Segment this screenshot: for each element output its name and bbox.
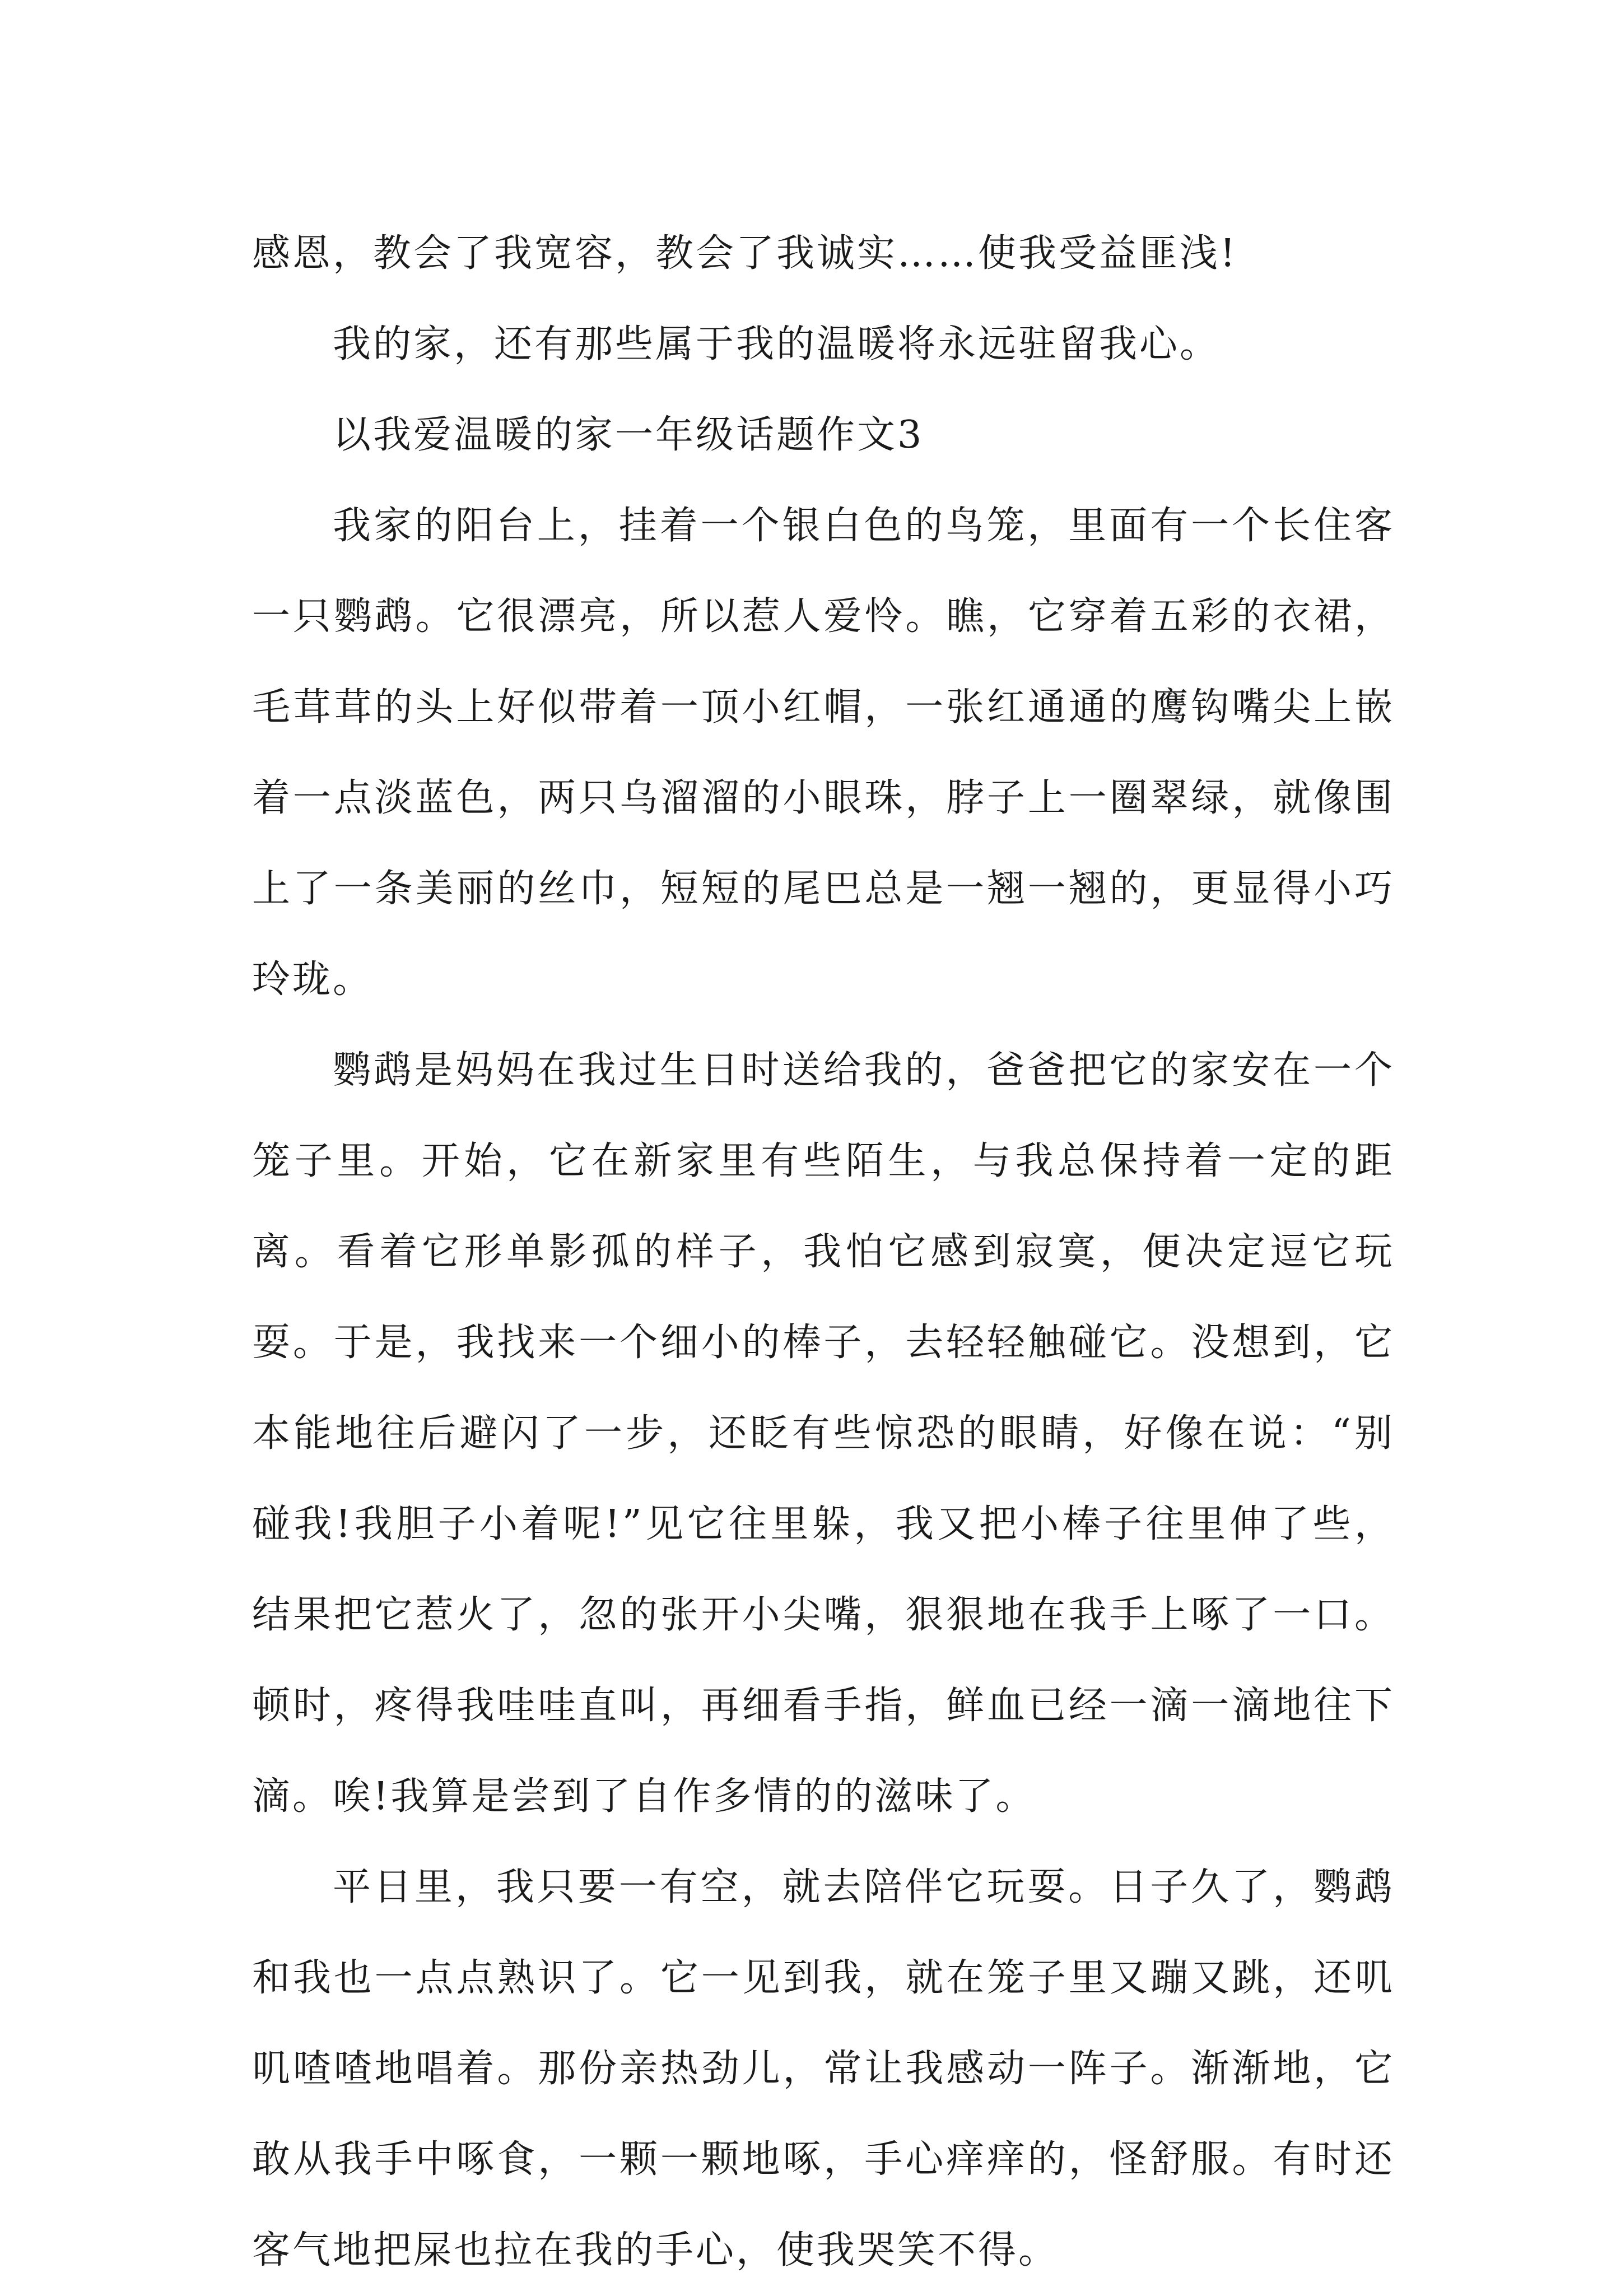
paragraph-closing: 我的家，还有那些属于我的温暖将永远驻留我心。 [333, 322, 1221, 366]
paragraph-parrot-friendship: 平日里，我只要一有空，就去陪伴它玩耍。日子久了，鹦鹉和我也一点点熟识了。它一见到我，就在笼子里又蹦又跳，还叽叽喳喳地唱着。那份亲热劲儿，常让我感动一阵子。渐渐地，它敢从我手中啄食，一颗一颗地啄，手心痒痒的，怪舒服。有时还客气地把屎也拉在我的手心，使我哭笑不得。 [252, 1865, 1395, 2272]
essay-title: 以我爱温暖的家一年级话题作文3 [333, 413, 924, 457]
paragraph-parrot-description: 我家的阳台上，挂着一个银白色的鸟笼，里面有一个长住客一只鹦鹉。它很漂亮，所以惹人爱怜。瞧，它穿着五彩的衣裙，毛茸茸的头上好似带着一顶小红帽，一张红通通的鹰钩嘴尖上嵌着一点淡蓝色，两只乌溜溜的小眼珠，脖子上一圈翠绿，就像围上了一条美丽的丝巾，短短的尾巴总是一翘一翘的，更显得小巧玲珑。 [252, 504, 1395, 1002]
paragraph-parrot-gift: 鹦鹉是妈妈在我过生日时送给我的，爸爸把它的家安在一个笼子里。开始，它在新家里有些陌生，与我总保持着一定的距离。看着它形单影孤的样子，我怕它感到寂寞，便决定逗它玩耍。于是，我找来一个细小的棒子，去轻轻触碰它。没想到，它本能地往后避闪了一步，还眨有些惊恐的眼睛，好像在说：“别碰我!我胆子小着呢!”见它往里躲，我又把小棒子往里伸了些，结果把它惹火了，忽的张开小尖嘴，狠狠地在我手上啄了一口。顿时，疼得我哇哇直叫，再细看手指，鲜血已经一滴一滴地往下滴。唉!我算是尝到了自作多情的的滋味了。 [252, 1048, 1395, 1819]
essay-body [252, 208, 1395, 2296]
paragraph-continued: 感恩，教会了我宽容，教会了我诚实……使我受益匪浅! [252, 231, 1238, 276]
